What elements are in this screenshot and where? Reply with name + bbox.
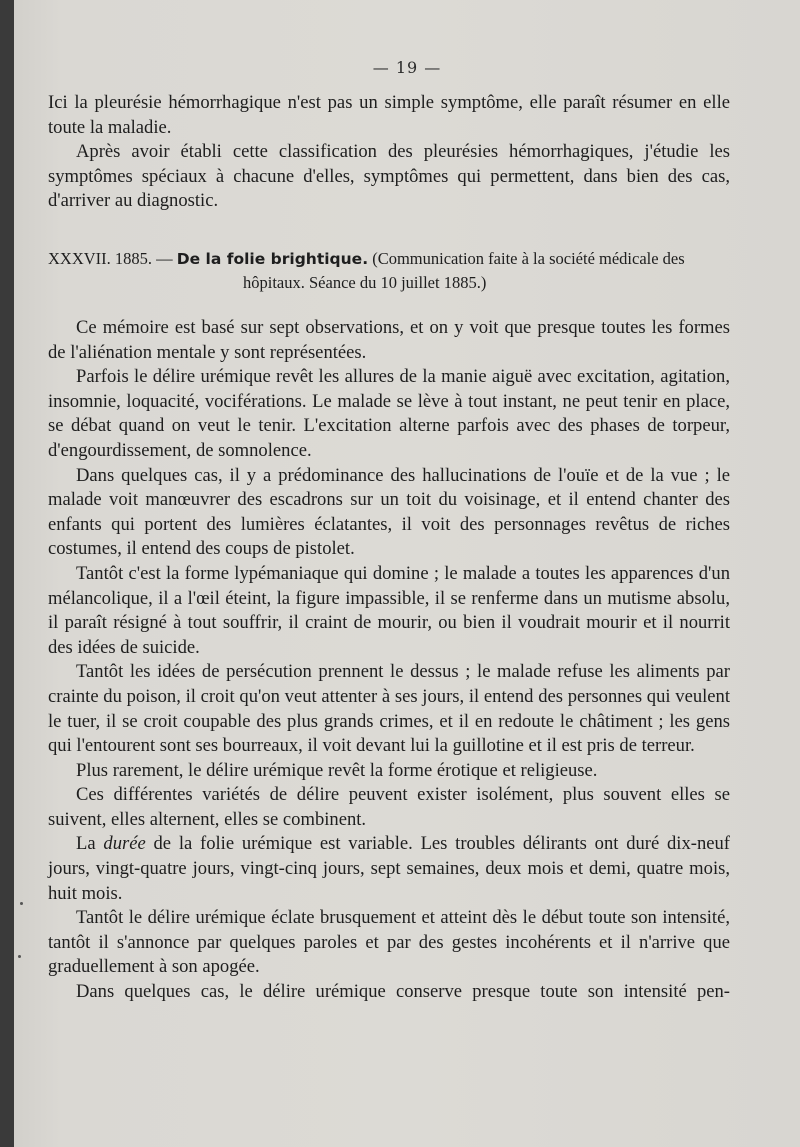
intro-section [48, 91, 730, 214]
emphasis: durée [103, 833, 146, 855]
paragraph: Tantôt les idées de persécution prennent le dessus ; le malade refuse les aliments par crainte du poison, il croit qu'on veut attenter à ses jours, il entend des personnes qui veulent le tuer, il se croit coupable des plus grands crimes, et il en redoute le châtiment ; les gens qui l'entourent sont ses bourreaux, il voit devant lui la guillotine et il est pris de terreur. [48, 661, 730, 757]
entry-note: (Communication faite à la société médicale des [368, 249, 685, 268]
paragraph: Après avoir établi cette classification des pleurésies hémorrhagiques, j'étudie les symptômes spéciaux à chacune d'elles, symptômes qui permettent, dans bien des cas, d'arriver au diagnostic. [48, 141, 730, 212]
main-body [48, 316, 730, 1005]
paragraph: La durée de la folie urémique est variable. Les troubles délirants ont duré dix-neuf jours, vingt-quatre jours, vingt-cinq jours, sept semaines, deux mois et demi, quatre mois, huit mois. [48, 833, 730, 904]
document-page [14, 0, 800, 1147]
paragraph: Plus rarement, le délire urémique revêt la forme érotique et religieuse. [76, 759, 598, 781]
paper-speck [18, 955, 21, 958]
paragraph: Ici la pleurésie hémorrhagique n'est pas un simple symptôme, elle paraît résumer en elle toute la maladie. [48, 92, 730, 138]
page-number: — 19 — [372, 58, 442, 77]
paragraph: Tantôt c'est la forme lypémaniaque qui domine ; le malade a toutes les apparences d'un mélancolique, il a l'œil éteint, la figure impassible, il se renferme dans un mutisme absolu, il paraît résigné à tout souffrir, il craint de mourir, ou bien il voudrait mourir et il nourrit des idées de suicide. [48, 562, 730, 658]
entry-heading [48, 247, 730, 295]
entry-heading-line-1 [48, 247, 730, 271]
paragraph: Dans quelques cas, le délire urémique conserve presque toute son intensité pen- [76, 981, 730, 1003]
paragraph: Ce mémoire est basé sur sept observations, et on y voit que presque toutes les formes de l'aliénation mentale y sont représentées. [48, 317, 730, 363]
entry-number: XXXVII. 1885. — [48, 249, 177, 268]
paper-speck [20, 902, 23, 905]
entry-title: De la folie brightique. [176, 250, 369, 268]
paragraph: Parfois le délire urémique revêt les allures de la manie aiguë avec excitation, agitation, insomnie, loquacité, vociférations. Le malade se lève à tout instant, ne peut tenir en place, se débat quand on veut le tenir. L'excitation alterne parfois avec des phases de torpeur, d'engourdissement, de somnolence. [48, 366, 730, 461]
entry-heading-line-2: hôpitaux. Séance du 10 juillet 1885.) [243, 273, 487, 292]
paragraph: Tantôt le délire urémique éclate brusquement et atteint dès le début toute son intensité, tantôt il s'annonce par quelques paroles et par des gestes incohérents et il n'arrive que graduellement à son apogée. [48, 907, 730, 978]
paragraph: Dans quelques cas, il y a prédominance des hallucinations de l'ouïe et de la vue ; le malade voit manœuvrer des escadrons sur un toit du voisinage, et il entend chanter des enfants qui portent des lumières éclatantes, il voit des personnages revêtus de riches costumes, il entend des coups de pistolet. [48, 464, 730, 560]
paragraph: Ces différentes variétés de délire peuvent exister isolément, plus souvent elles se suivent, elles alternent, elles se combinent. [48, 784, 730, 830]
